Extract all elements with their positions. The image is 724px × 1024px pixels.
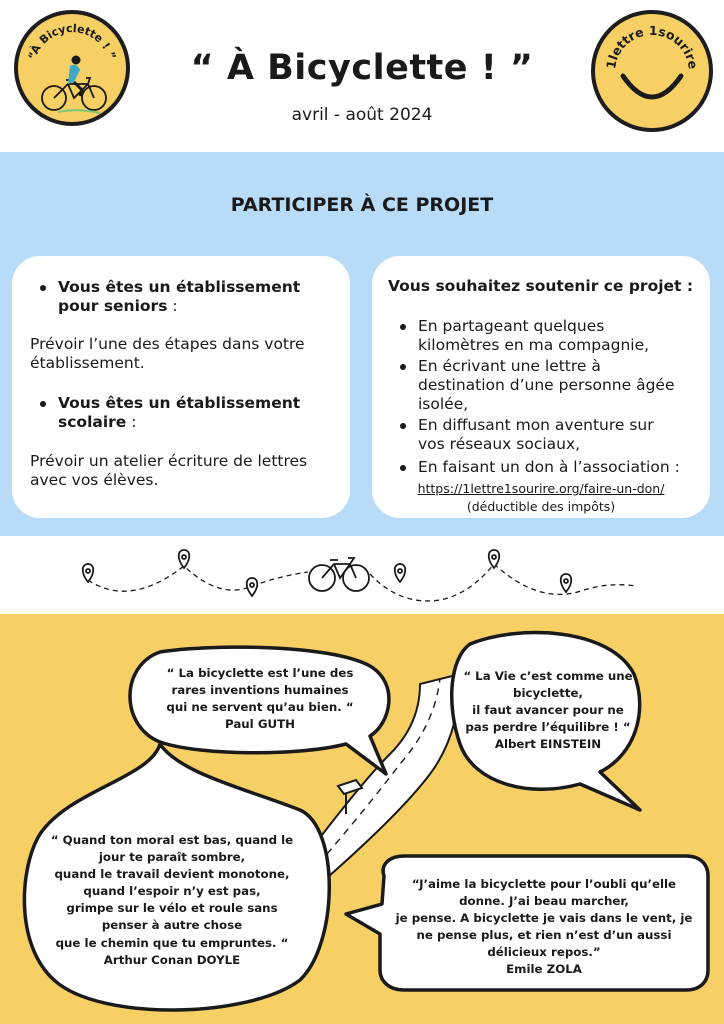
- quote-albert-einstein: “ La Vie c’est comme une bicyclette, il faut avancer pour ne pas perdre l’équilibre ! “ Albert EINSTEIN: [458, 668, 638, 753]
- bullet-icon: [400, 423, 406, 429]
- quote-author: Arthur Conan DOYLE: [103, 952, 241, 967]
- item2-heading: Vous êtes un établissement: [58, 394, 301, 412]
- svg-text:“À Bicyclette ! ”: [26, 22, 119, 61]
- smile-icon: [623, 76, 681, 97]
- bullet-icon: [400, 364, 406, 370]
- establishments-card: [12, 256, 350, 518]
- svg-text:1lettre 1sourire: [603, 23, 701, 70]
- donation-link[interactable]: https://1lettre1sourire.org/faire-un-don/: [417, 481, 665, 496]
- item1-heading-end: pour seniors: [58, 296, 168, 315]
- map-pin-icon: [395, 564, 406, 582]
- item1-text: Prévoir l’une des étapes dans votre établissement.: [30, 335, 305, 372]
- bullet-icon: [400, 324, 406, 330]
- quote-paul-guth: “ La bicyclette est l’une des rares inventions humaines qui ne servent qu’au bien. “ Paul GUTH: [160, 665, 360, 733]
- map-pin-icon: [247, 578, 258, 596]
- map-pin-icon: [489, 550, 500, 568]
- bullet-icon: [40, 285, 46, 291]
- tax-note: (déductible des impôts): [466, 499, 616, 514]
- bullet-icon: [40, 401, 46, 407]
- page-title: “ À Bicyclette ! ”: [190, 48, 534, 88]
- route-path: [88, 564, 636, 601]
- map-pin-icon: [179, 550, 190, 568]
- bicycle-icon: [309, 558, 369, 591]
- route-strip: [0, 536, 724, 614]
- quote-author: Albert EINSTEIN: [494, 737, 602, 752]
- item2-text: Prévoir un atelier écriture de lettres avec vos élèves.: [30, 452, 308, 489]
- quote-author: Paul GUTH: [224, 717, 296, 732]
- map-pin-icon: [561, 574, 572, 592]
- quote-author: Emile ZOLA: [506, 962, 582, 977]
- quote-arthur-conan-doyle: “ Quand ton moral est bas, quand le jour te paraît sombre, quand le travail devient monotone, quand l’espoir n’y est pas, grimpe sur le vélo et roule sans penser à autre chose que le chemin que tu empruntes. “ Arthur Conan DOYLE: [42, 832, 302, 969]
- bullet-icon: [400, 465, 406, 471]
- 1lettre1sourire-logo: [591, 10, 713, 132]
- logo-right-arc-text: 1lettre 1sourire: [603, 22, 701, 71]
- item1-suffix: :: [167, 296, 178, 315]
- bicyclette-logo: [14, 10, 130, 126]
- item2-heading-end: scolaire: [58, 412, 127, 431]
- quotes-section: [0, 614, 724, 1024]
- support-card: Vous souhaitez soutenir ce projet : En partageant quelques kilomètres en ma compagnie, En écrivant une lettre à destination d’une personne âgée isolée, En diffusant mon aventure sur vos réseaux sociaux, En faisant un don à l’association : https://1lettre1sourire.org/faire-un-don/ (déductible des impôts): [372, 256, 710, 518]
- header: [0, 0, 724, 152]
- section-title: PARTICIPER À CE PROJET: [230, 194, 494, 216]
- quote-emile-zola: “J’aime la bicyclette pour l’oubli qu’elle donne. J’ai beau marcher, je pense. A bicyclette je vais dans le vent, je ne pense plus, et rien n’est d’un aussi délicieux repos.” Emile ZOLA: [394, 876, 694, 979]
- project-dates: avril - août 2024: [291, 105, 433, 125]
- item2-suffix: :: [126, 412, 137, 431]
- support-heading: Vous souhaitez soutenir ce projet :: [388, 277, 694, 295]
- logo-left-arc-text: “À Bicyclette ! ”: [25, 21, 119, 62]
- map-pin-icon: [83, 564, 94, 582]
- item1-heading: Vous êtes un établissement: [58, 278, 301, 296]
